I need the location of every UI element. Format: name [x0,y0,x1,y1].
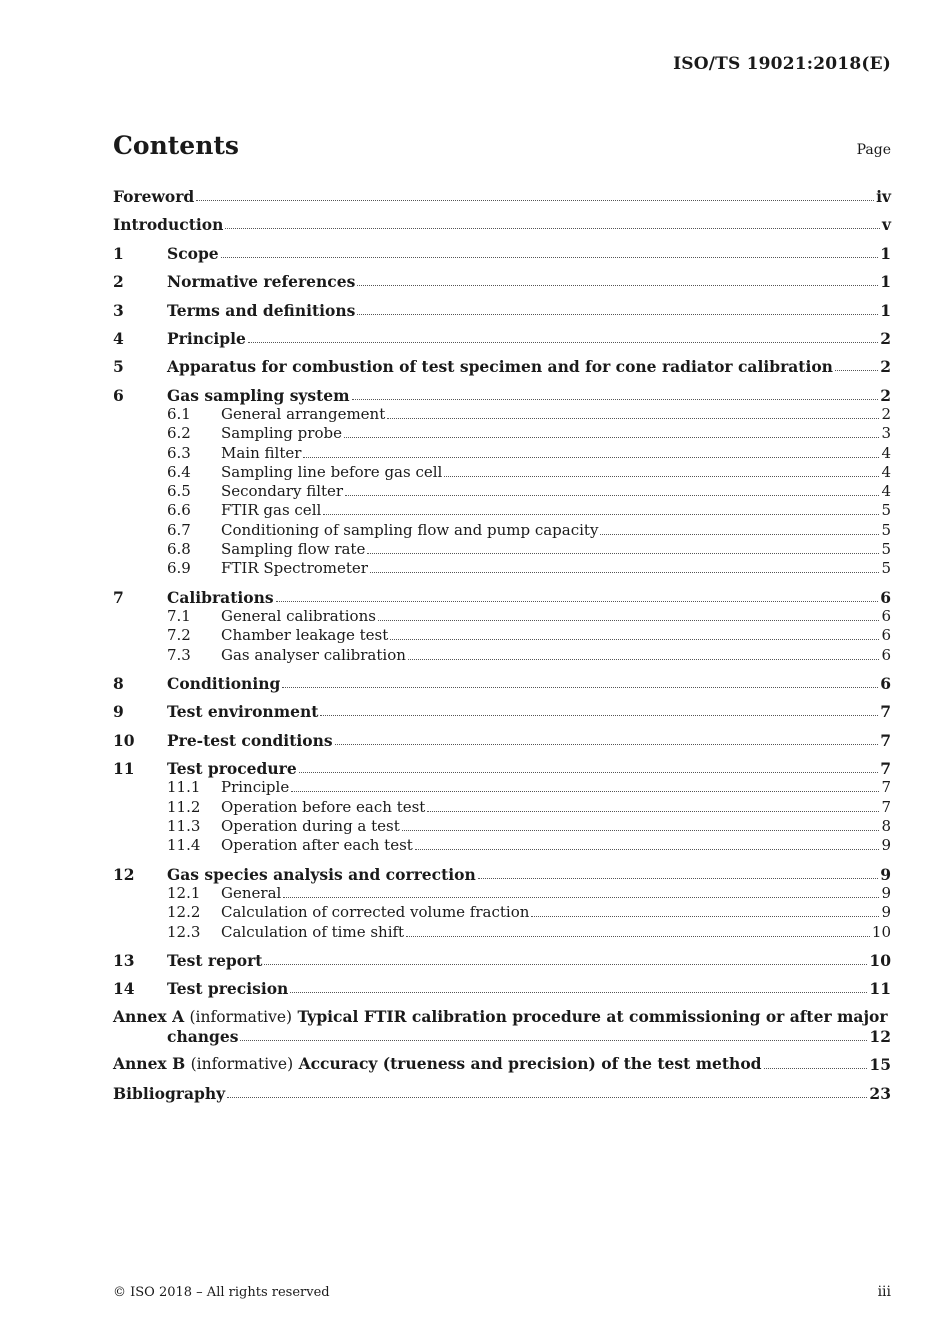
toc-entry-number: 14 [113,979,135,998]
toc-entry[interactable] [113,759,891,778]
toc-entry-number: 11 [113,759,135,778]
toc-entry-number: 6.7 [167,521,191,539]
toc-entry-title: FTIR Spectrometer [221,559,368,577]
footer-page-number: iii [877,1284,891,1300]
document-id: ISO/TS 19021:2018(E) [673,54,891,74]
dot-leader [282,687,878,688]
dot-leader [357,285,878,286]
dot-leader [402,830,880,831]
toc-entry-number: 12 [113,865,135,884]
toc-page-number: 7 [880,702,891,721]
dot-leader [390,639,879,640]
toc-page-number: 6 [881,626,891,644]
toc-page-number: 1 [880,272,891,291]
toc-entry[interactable] [113,588,891,607]
toc-entry[interactable] [113,405,891,424]
toc-page-number: 2 [880,386,891,405]
toc-entry[interactable] [113,646,891,665]
dot-leader [764,1068,868,1069]
toc-entry-title: Secondary filter [221,482,344,500]
toc-page-number: 4 [881,482,891,500]
dot-leader [225,228,880,229]
toc-entry-title: Calculation of time shift [221,923,405,941]
toc-entry-title: Chamber leakage test [221,626,389,644]
toc-entry[interactable] [113,540,891,559]
toc-page-number: 6 [881,646,891,664]
toc-entry-title: FTIR gas cell [221,501,322,519]
toc-entry-title: Sampling probe [221,424,342,442]
dot-leader [221,257,879,258]
dot-leader [345,495,879,496]
toc-entry-title: Bibliography [113,1084,226,1103]
toc-entry-number: 1 [113,244,124,263]
toc-entry[interactable] [113,903,891,922]
toc-entry-number: 6.4 [167,463,191,481]
toc-page-number: 15 [869,1055,891,1074]
toc-entry-number: 4 [113,329,124,348]
toc-page-number: 11 [869,979,891,998]
toc-entry-title: Test environment [167,702,319,721]
toc-entry-title: Principle [167,329,246,348]
toc-entry-number: 5 [113,357,124,376]
toc-entry-title: Principle [221,778,290,796]
toc-page-number: 23 [869,1084,891,1103]
toc-entry-title: Conditioning of sampling flow and pump capacity [221,521,599,539]
toc-entry-title: Normative references [167,272,356,291]
toc-entry[interactable] [113,187,891,206]
toc-entry-number: 9 [113,702,124,721]
toc-page-number: 9 [881,836,891,854]
toc-page-number: 6 [881,607,891,625]
dot-leader [344,437,880,438]
toc-page-number: 7 [880,759,891,778]
toc-page-number: 1 [880,301,891,320]
toc-entry-title: Gas sampling system [167,386,350,405]
toc-entry-title: Test report [167,951,263,970]
toc-entry-title: General [221,884,282,902]
toc-entry-title: Main filter [221,444,302,462]
dot-leader [835,370,878,371]
dot-leader [370,572,879,573]
toc-entry-title: Sampling flow rate [221,540,366,558]
toc-page-number: 2 [880,357,891,376]
toc-entry-bibliography[interactable] [113,1084,891,1103]
toc-entry[interactable] [113,674,891,693]
toc-page-number: 10 [871,923,891,941]
toc-page-number: 5 [881,559,891,577]
toc-entry-number: 2 [113,272,124,291]
dot-leader [531,916,879,917]
toc-page-number: 6 [880,674,891,693]
annex-b-prefix: Annex B [113,1054,186,1073]
toc-page-number: 9 [880,865,891,884]
dot-leader [283,897,879,898]
toc-entry-title: Apparatus for combustion of test specimen and for cone radiator calibration [167,357,833,376]
toc-entry-title: Sampling line before gas cell [221,463,443,481]
toc-page-number: 7 [881,778,891,796]
toc-page-number: 6 [880,588,891,607]
dot-leader [196,200,874,201]
toc-page-number: 3 [881,424,891,442]
toc-entry[interactable] [113,329,891,348]
toc-entry[interactable] [113,702,891,721]
toc-entry[interactable] [113,559,891,578]
toc-page-number: 9 [881,903,891,921]
toc-entry-title: Test procedure [167,759,297,778]
dot-leader [427,811,879,812]
toc-page-number: 10 [869,951,891,970]
toc-title: Contents [113,131,240,160]
toc-entry[interactable] [113,386,891,405]
dot-leader [478,878,878,879]
toc-entry[interactable] [113,865,891,884]
toc-entry-annex-a[interactable] [113,1008,891,1027]
toc-page-number: 2 [880,329,891,348]
toc-page-number: 12 [869,1027,891,1046]
dot-leader [290,992,867,993]
toc-page-number: 9 [881,884,891,902]
toc-entry[interactable] [113,836,891,855]
toc-entry-number: 7.2 [167,626,191,644]
annex-a-title-line1: Typical FTIR calibration procedure at commissioning or after major [297,1007,888,1026]
toc-entry[interactable] [113,482,891,501]
toc-entry-title: Calibrations [167,588,274,607]
toc-entry-number: 12.2 [167,903,201,921]
toc-entry[interactable] [113,444,891,463]
toc-entry-number: 11.4 [167,836,201,854]
toc-entry[interactable] [113,272,891,291]
footer-copyright: © ISO 2018 – All rights reserved [113,1285,330,1300]
toc-entry[interactable] [113,501,891,520]
toc-header [113,131,891,165]
toc-entry-title: Pre-test conditions [167,731,333,750]
dot-leader [264,964,867,965]
toc-entry-number: 6.2 [167,424,191,442]
page-column-label: Page [856,142,891,158]
toc-entry-number: 3 [113,301,124,320]
toc-entry[interactable] [113,215,891,234]
toc-entry-number: 13 [113,951,135,970]
toc-page-number: v [881,215,891,234]
toc-page-number: 7 [880,731,891,750]
toc-entry-title: Gas species analysis and correction [167,865,476,884]
toc-page-number: 4 [881,444,891,462]
toc-page-number: iv [876,187,891,206]
toc-page-number: 8 [881,817,891,835]
toc-entry-number: 6.1 [167,405,191,423]
toc-page-number: 5 [881,540,891,558]
toc-entry-number: 12.1 [167,884,201,902]
annex-a-informative: (informative) [189,1008,293,1026]
toc-entry-annex-a-continued[interactable] [113,1027,891,1046]
toc-entry[interactable] [113,817,891,836]
toc-entry[interactable] [113,884,891,903]
toc-entry-title: General arrangement [221,405,386,423]
toc-entry[interactable] [113,979,891,998]
dot-leader [367,553,879,554]
toc-entry-title: Operation before each test [221,798,426,816]
toc-entry-number: 6.5 [167,482,191,500]
toc-entry-title: Calculation of corrected volume fraction [221,903,530,921]
toc-page-number: 5 [881,521,891,539]
toc-entry-annex-b[interactable] [113,1055,891,1074]
annex-b-informative: (informative) [190,1055,294,1073]
toc-entry-title: Introduction [113,215,224,234]
toc-entry-number: 7.1 [167,607,191,625]
toc-entry-number: 10 [113,731,135,750]
toc-entry-number: 8 [113,674,124,693]
toc-entry[interactable] [113,798,891,817]
dot-leader [352,399,879,400]
toc-entry-title: Terms and definitions [167,301,356,320]
toc-entry-number: 11.3 [167,817,201,835]
toc-entry-number: 11.2 [167,798,201,816]
toc-entry-title: Conditioning [167,674,281,693]
annex-b-title: Accuracy (trueness and precision) of the test method [298,1054,762,1073]
toc-entry[interactable] [113,923,891,942]
toc-entry-title: Operation during a test [221,817,400,835]
dot-leader [335,744,879,745]
toc-entry[interactable] [113,357,891,376]
dot-leader [320,715,878,716]
toc-entry-title: Operation after each test [221,836,413,854]
dot-leader [291,791,879,792]
toc-entry-number: 6.8 [167,540,191,558]
annex-a-title-line2: changes [167,1027,239,1046]
toc-entry-number: 6.9 [167,559,191,577]
toc-entry-title: Gas analyser calibration [221,646,406,664]
dot-leader [406,936,870,937]
toc-entry-title: Foreword [113,187,195,206]
dot-leader [323,514,879,515]
annex-a-prefix: Annex A [113,1007,185,1026]
dot-leader [299,772,879,773]
dot-leader [276,601,879,602]
dot-leader [303,457,879,458]
toc-entry-title: General calibrations [221,607,376,625]
dot-leader [444,476,879,477]
toc-page-number: 7 [881,798,891,816]
toc-entry-title: Scope [167,244,219,263]
toc-entry-number: 12.3 [167,923,201,941]
toc-entry-number: 11.1 [167,778,201,796]
toc-entry-number: 6.3 [167,444,191,462]
toc-entry[interactable] [113,463,891,482]
toc-entry[interactable] [113,778,891,797]
dot-leader [600,534,879,535]
toc-page-number: 5 [881,501,891,519]
toc-entry-number: 7 [113,588,124,607]
dot-leader [415,849,880,850]
toc-page-number: 2 [881,405,891,423]
toc-entry[interactable] [113,731,891,750]
toc-page-number: 4 [881,463,891,481]
toc-entry[interactable] [113,424,891,443]
toc-entry-number: 7.3 [167,646,191,664]
dot-leader [248,342,878,343]
toc-entry-number: 6.6 [167,501,191,519]
toc-entry[interactable] [113,607,891,626]
dot-leader [240,1040,867,1041]
toc-entry[interactable] [113,301,891,320]
dot-leader [357,314,878,315]
dot-leader [387,418,879,419]
toc-entry-number: 6 [113,386,124,405]
toc-entry[interactable] [113,521,891,540]
toc-page-number: 1 [880,244,891,263]
dot-leader [227,1097,867,1098]
dot-leader [378,620,880,621]
toc-entry[interactable] [113,951,891,970]
dot-leader [408,659,880,660]
toc-entry[interactable] [113,244,891,263]
toc-entry[interactable] [113,626,891,645]
toc-entry-title: Test precision [167,979,289,998]
